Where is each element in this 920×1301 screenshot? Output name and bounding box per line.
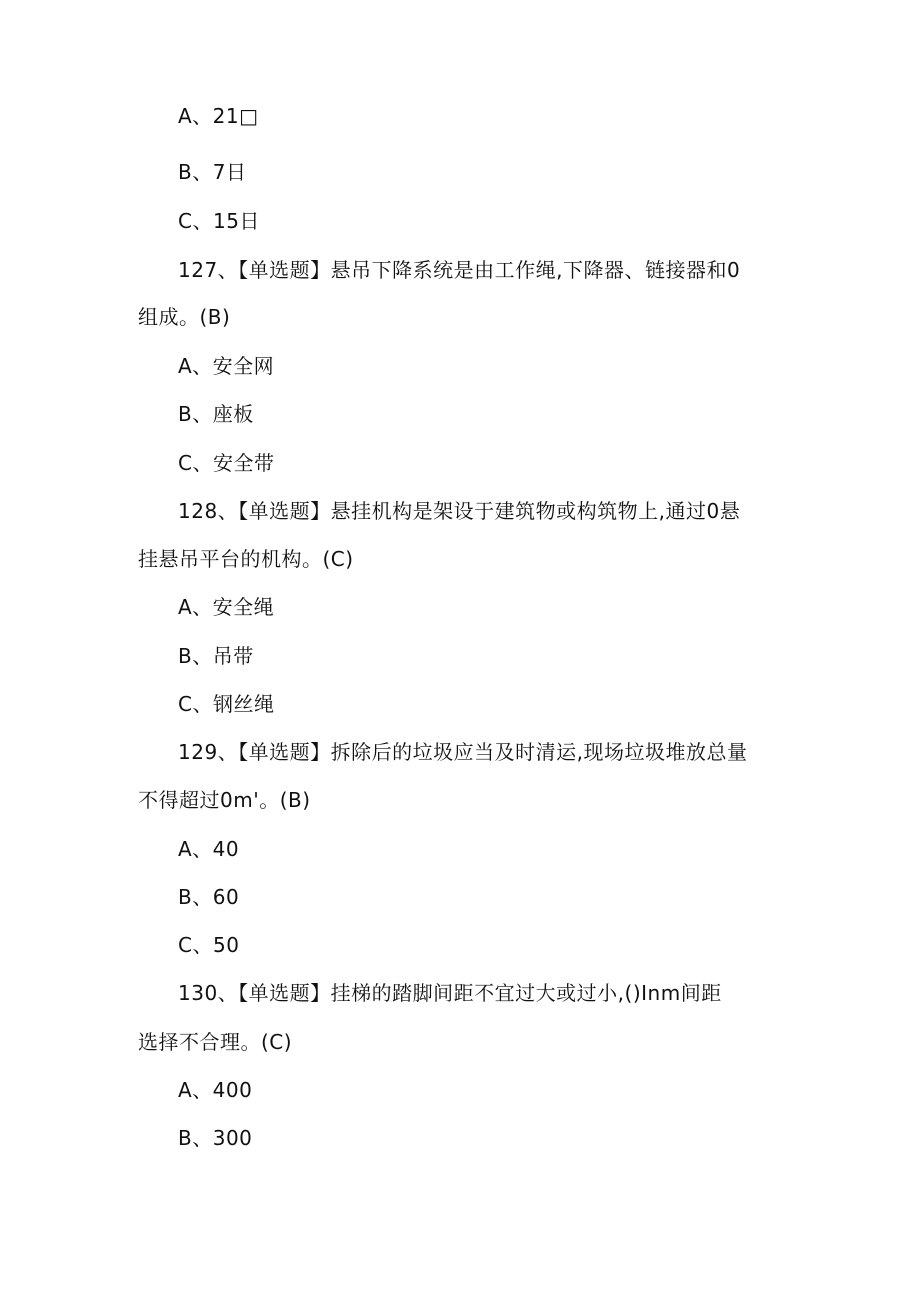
option-line: A、400 xyxy=(178,1078,253,1102)
option-line: C、50 xyxy=(178,933,240,957)
question-continuation: 挂悬吊平台的机构。(C) xyxy=(138,547,354,571)
option-line: C、15日 xyxy=(178,209,260,233)
option-line: A、21□ xyxy=(178,104,259,128)
option-line: A、40 xyxy=(178,837,240,861)
question-line: 127、【单选题】悬吊下降系统是由工作绳,下降器、链接器和0 xyxy=(178,258,741,282)
option-line: B、300 xyxy=(178,1126,253,1150)
option-line: B、60 xyxy=(178,885,240,909)
option-line: A、安全网 xyxy=(178,354,275,378)
option-line: C、钢丝绳 xyxy=(178,692,275,716)
question-line: 130、【单选题】挂梯的踏脚间距不宜过大或过小,()Inm间距 xyxy=(178,981,722,1005)
option-line: A、安全绳 xyxy=(178,595,275,619)
question-continuation: 选择不合理。(C) xyxy=(138,1030,293,1054)
option-line: B、座板 xyxy=(178,402,254,426)
option-line: B、7日 xyxy=(178,160,247,184)
option-line: B、吊带 xyxy=(178,644,254,668)
question-line: 129、【单选题】拆除后的垃圾应当及时清运,现场垃圾堆放总量 xyxy=(178,740,748,764)
question-line: 128、【单选题】悬挂机构是架设于建筑物或构筑物上,通过0悬 xyxy=(178,499,741,523)
option-line: C、安全带 xyxy=(178,451,275,475)
question-continuation: 不得超过0m'。(B) xyxy=(138,788,311,812)
question-continuation: 组成。(B) xyxy=(138,305,231,329)
